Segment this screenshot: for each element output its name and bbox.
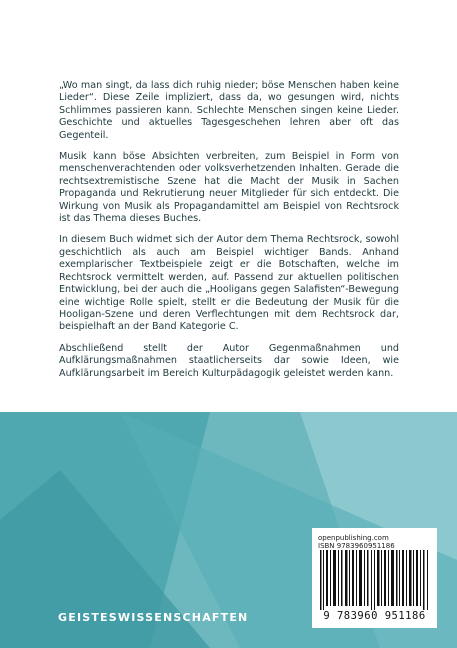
back-cover-text [59, 80, 399, 389]
paragraph-2: Musik kann böse Absichten verbreiten, zum Beispiel in Form von menschenverachtenden oder volksverhetzenden Inhalten. Gerade die rechtsextremistische Szene hat die Macht der Musik in Sachen Propaganda und Rekrutierung neuer Mitglieder für sich entdeckt. Die Wirkung von Musik als Propagandamittel am Beispiel von Rechtsrock ist das Thema dieses Buches. [59, 151, 399, 225]
barcode-number: 9 783960 951186 [323, 610, 426, 622]
paragraph-4: Abschließend stellt der Autor Gegenmaßnahmen und Aufklärungsmaßnahmen staatlicherseits dar sowie Ideen, wie Aufklärungsarbeit im Bereich Kulturpädagogik geleistet werden kann. [59, 342, 399, 379]
isbn-label: ISBN 9783960951186 [318, 542, 395, 550]
category-label: GEISTESWISSENSCHAFTEN [58, 611, 249, 624]
paragraph-1: „Wo man singt, da lass dich ruhig nieder; böse Menschen haben keine Lieder“. Diese Zeile impliziert, dass da, wo gesungen wird, nichts Schlimmes passieren kann. Schlechte Menschen singen keine Lieder. Geschichte und aktuelles Tagesgeschehen lehren aber oft das Gegenteil. [59, 80, 399, 141]
publisher-url: openpublishing.com [318, 534, 389, 542]
paragraph-3: In diesem Buch widmet sich der Autor dem Thema Rechtsrock, sowohl geschichtlich als auch am Beispiel wichtiger Bands. Anhand exemplarischer Textbeispiele zeigt er die Botschaften, welche im Rechtsrock vermittelt werden, auf. Passend zur aktuellen politischen Entwicklung, bei der auch die „Hooligans gegen Salafisten“-Bewegung eine wichtige Rolle spielt, stellt er die Bedeutung der Musik für die Hooligan-Szene und deren Verflechtungen mit dem Rechtsrock dar, beispielhaft an der Band Kategorie C. [59, 234, 399, 333]
barcode-bars [320, 550, 430, 610]
barcode-info [318, 534, 395, 550]
barcode-box [312, 528, 437, 628]
